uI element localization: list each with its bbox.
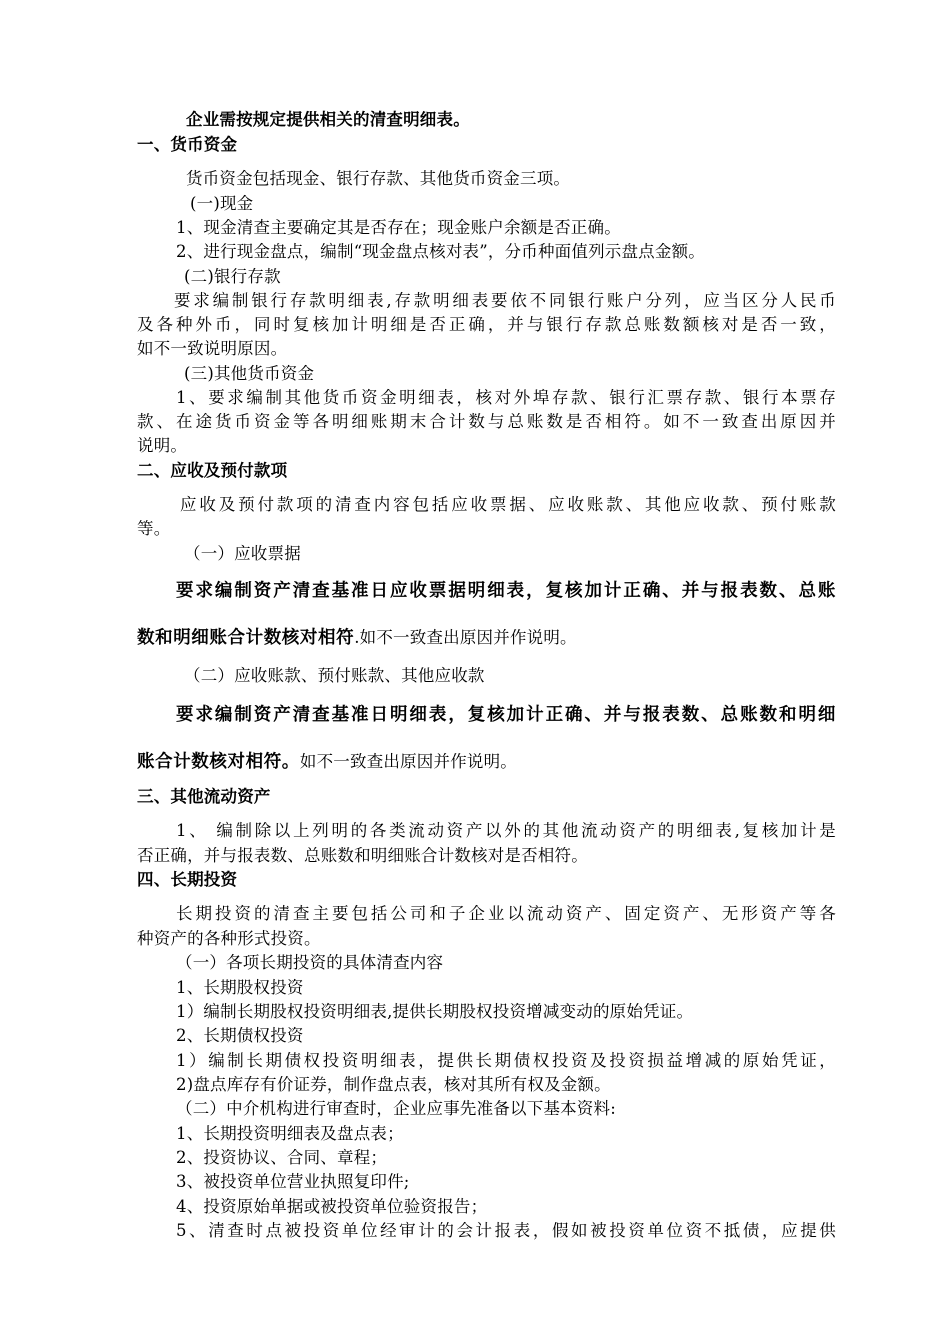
intro-line: 企业需按规定提供相关的清查明细表。 [186, 110, 470, 129]
text-span: 如不一致查出原因并作说明。 [299, 752, 518, 771]
bold-text-span: 账合计数核对相符。 [137, 752, 300, 772]
section-heading-3: 三、其他流动资产 [137, 787, 271, 806]
text-line: 货币资金包括现金、银行存款、其他货币资金三项。 [186, 169, 571, 188]
text-line: 款、在途货币资金等各明细账期末合计数与总账数是否相符。如不一致查出原因并 [137, 412, 836, 431]
subheading: （一）各项长期投资的具体清查内容 [176, 953, 444, 972]
section-heading-4: 四、长期投资 [137, 870, 238, 889]
text-line: 1）编制长期股权投资明细表,提供长期股权投资增减变动的原始凭证。 [176, 1002, 694, 1021]
list-item: 5、清查时点被投资单位经审计的会计报表，假如被投资单位资不抵债，应提供 [176, 1221, 836, 1240]
text-line: 2)盘点库存有价证券，制作盘点表，核对其所有权及金额。 [176, 1075, 611, 1094]
section-heading-1: 一、货币资金 [137, 135, 238, 154]
text-line: 1）编制长期债权投资明细表，提供长期债权投资及投资损益增减的原始凭证， [176, 1051, 836, 1070]
text-line: 1、现金清查主要确定其是否存在；现金账户余额是否正确。 [176, 218, 621, 237]
subheading: （二）中介机构进行审查时，企业应事先准备以下基本资料: [176, 1099, 616, 1118]
subheading: (一)现金 [190, 194, 254, 213]
list-item: 4、投资原始单据或被投资单位验资报告； [176, 1197, 488, 1216]
subheading: （一）应收票据 [184, 544, 301, 563]
text-line: 及各种外币，同时复核加计明细是否正确，并与银行存款总账数额核对是否一致， [137, 315, 836, 334]
section-heading-2: 二、应收及预付款项 [137, 461, 288, 480]
text-line: 1、长期股权投资 [176, 978, 304, 997]
text-line: 1、要求编制其他货币资金明细表，核对外埠存款、银行汇票存款、银行本票存 [176, 388, 836, 407]
text-line: 要求编制银行存款明细表,存款明细表要依不同银行账户分列，应当区分人民币 [174, 291, 836, 310]
bold-text-line: 要求编制资产清查基准日应收票据明细表，复核加计正确、并与报表数、总账 [176, 581, 836, 601]
mixed-text-line [137, 627, 577, 649]
bold-text-span: 数和明细账合计数核对相符 [137, 628, 355, 648]
text-line: 2、进行现金盘点，编制“现金盘点核对表”，分币种面值列示盘点金额。 [176, 242, 705, 261]
text-line: 种资产的各种形式投资。 [137, 929, 321, 948]
text-line: 否正确，并与报表数、总账数和明细账合计数核对是否相符。 [137, 846, 588, 865]
subheading: （二）应收账款、预付账款、其他应收款 [184, 666, 485, 685]
text-line: 说明。 [137, 436, 188, 455]
text-line: 2、长期债权投资 [176, 1026, 304, 1045]
text-line: 如不一致说明原因。 [137, 339, 288, 358]
subheading: (二)银行存款 [184, 267, 281, 286]
list-item: 2、投资协议、合同、章程； [176, 1148, 388, 1167]
list-item: 1、长期投资明细表及盘点表； [176, 1124, 404, 1143]
text-line: 等。 [137, 519, 171, 538]
mixed-text-line [137, 751, 517, 773]
text-span: .如不一致查出原因并作说明。 [354, 628, 577, 647]
text-line: 应收及预付款项的清查内容包括应收票据、应收账款、其他应收款、预付账款 [180, 495, 836, 514]
text-line: 长期投资的清查主要包括公司和子企业以流动资产、固定资产、无形资产等各 [176, 904, 836, 923]
bold-text-line: 要求编制资产清查基准日明细表，复核加计正确、并与报表数、总账数和明细 [176, 705, 836, 725]
subheading: (三)其他货币资金 [184, 364, 315, 383]
list-item: 3、被投资单位营业执照复印件; [176, 1172, 410, 1191]
text-line: 1、 编制除以上列明的各类流动资产以外的其他流动资产的明细表,复核加计是 [176, 821, 836, 840]
